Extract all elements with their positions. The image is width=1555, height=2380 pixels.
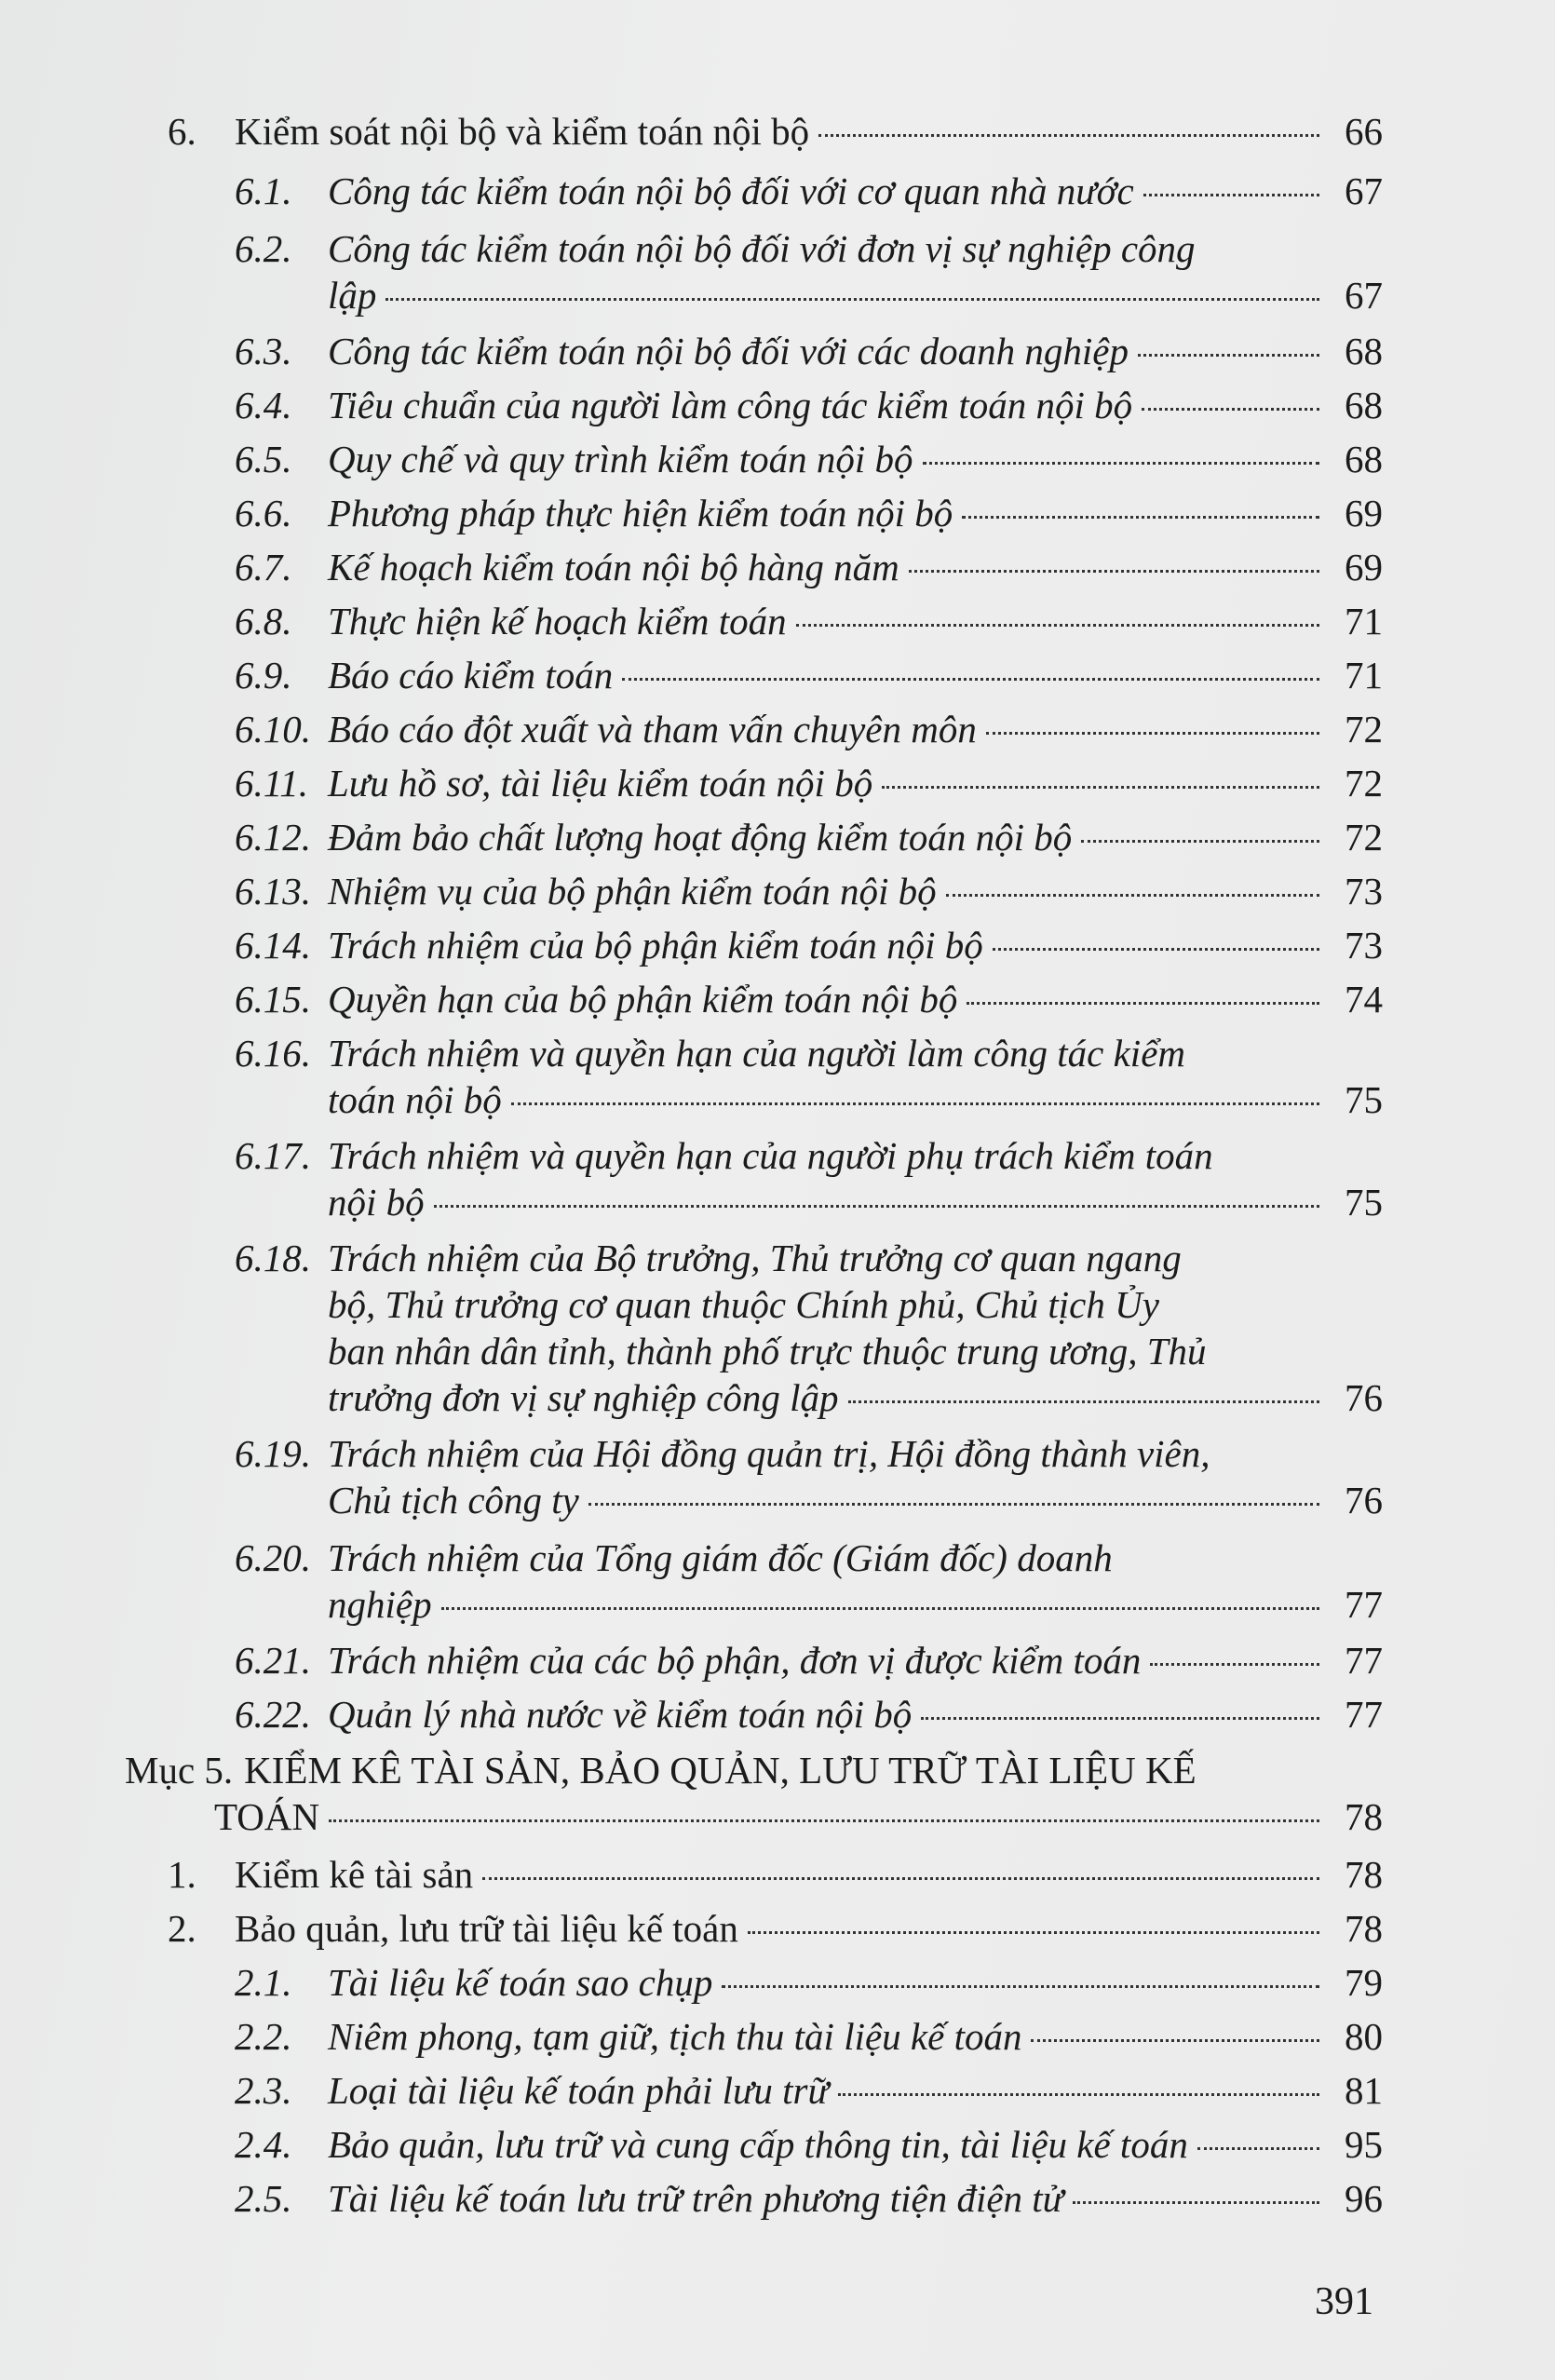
toc-number: 6.20. (235, 1536, 311, 1579)
toc-title: Thực hiện kế hoạch kiểm toán (328, 600, 787, 642)
toc-entry (235, 382, 1383, 428)
toc-title-continued: ban nhân dân tỉnh, thành phố trực thuộc trung ương, Thủ (328, 1330, 1207, 1373)
toc-number: 2.1. (235, 1961, 292, 2004)
toc-number: 6.1. (235, 169, 292, 212)
toc-title: Kế hoạch kiểm toán nội bộ hàng năm (328, 546, 899, 588)
toc-entry (235, 922, 1383, 968)
toc-page: 67 (1345, 274, 1383, 317)
toc-number: 6.15. (235, 978, 311, 1021)
toc-title: Trách nhiệm và quyền hạn của người làm công tác kiểm (328, 1032, 1185, 1075)
dot-leader (923, 462, 1319, 465)
toc-entry (235, 598, 1383, 644)
dot-leader (748, 1931, 1319, 1934)
toc-page: 77 (1345, 1639, 1383, 1682)
toc-page: 77 (1345, 1693, 1383, 1736)
toc-page: 72 (1345, 762, 1383, 805)
toc-number: 6.3. (235, 330, 292, 372)
toc-entry (235, 2013, 1383, 2060)
toc-page: 78 (1345, 1853, 1383, 1896)
dot-leader (329, 1819, 1319, 1822)
dot-leader (1143, 194, 1319, 196)
toc-number: 6.12. (235, 816, 311, 859)
toc-title-continued: lập (328, 274, 377, 317)
dot-leader (722, 1985, 1319, 1988)
toc-number: 6.7. (235, 546, 292, 588)
toc-page: 77 (1345, 1583, 1383, 1626)
toc-title: Trách nhiệm của Hội đồng quản trị, Hội đồng thành viên, (328, 1432, 1210, 1475)
toc-entry (235, 1535, 1383, 1628)
toc-title: Trách nhiệm của bộ phận kiểm toán nội bộ (328, 924, 983, 967)
toc-page: 79 (1345, 1961, 1383, 2004)
dot-leader (838, 2093, 1319, 2096)
page-number: 391 (1315, 2280, 1373, 2323)
toc-title: Trách nhiệm của các bộ phận, đơn vị được kiểm toán (328, 1639, 1142, 1682)
toc-entry (235, 1430, 1383, 1523)
toc-number: 2.2. (235, 2015, 292, 2058)
toc-section-title: KIỂM KÊ TÀI SẢN, BẢO QUẢN, LƯU TRỮ TÀI LIỆU KẾ (244, 1749, 1197, 1792)
toc-title-continued: nghiệp (328, 1583, 432, 1626)
toc-number: 6.16. (235, 1032, 311, 1075)
toc-entry (168, 1851, 1383, 1898)
toc-entry (235, 490, 1383, 536)
dot-leader (967, 1002, 1319, 1005)
dot-leader (921, 1717, 1319, 1720)
toc-title: Đảm bảo chất lượng hoạt động kiểm toán nội bộ (328, 816, 1073, 859)
toc-page: 95 (1345, 2123, 1383, 2166)
toc-number: 6.9. (235, 654, 292, 696)
toc-page: 71 (1345, 654, 1383, 696)
toc-page: 76 (1345, 1376, 1383, 1419)
toc-entry (235, 2121, 1383, 2168)
toc-number: 6.6. (235, 492, 292, 534)
toc-number: 6.5. (235, 438, 292, 480)
toc-title: Lưu hồ sơ, tài liệu kiểm toán nội bộ (328, 762, 873, 805)
toc-page: 69 (1345, 492, 1383, 534)
dot-leader (818, 134, 1319, 137)
dot-leader (848, 1400, 1319, 1403)
toc-page: 68 (1345, 330, 1383, 372)
toc-number: 1. (168, 1853, 196, 1896)
toc-title: Niêm phong, tạm giữ, tịch thu tài liệu kế toán (328, 2015, 1022, 2058)
dot-leader (1081, 840, 1319, 843)
toc-page: 69 (1345, 546, 1383, 588)
toc-page: 78 (1345, 1907, 1383, 1950)
toc-entry (235, 225, 1383, 318)
toc-title-continued: Chủ tịch công ty (328, 1479, 579, 1521)
toc-title: Quy chế và quy trình kiểm toán nội bộ (328, 438, 913, 480)
toc-entry (235, 1030, 1383, 1123)
toc-page: 75 (1345, 1078, 1383, 1121)
toc-entry (235, 2175, 1383, 2222)
toc-title: Báo cáo kiểm toán (328, 654, 614, 696)
dot-leader (993, 948, 1319, 951)
toc-page: 68 (1345, 438, 1383, 480)
toc-number: 6.8. (235, 600, 292, 642)
toc-page: 68 (1345, 384, 1383, 426)
toc-title: Trách nhiệm và quyền hạn của người phụ trách kiểm toán (328, 1134, 1213, 1177)
toc-title-continued: TOÁN (214, 1795, 320, 1838)
toc-title: Báo cáo đột xuất và tham vấn chuyên môn (328, 708, 977, 751)
toc-number: 6.10. (235, 708, 311, 751)
toc-page: 74 (1345, 978, 1383, 1021)
toc-page: 81 (1345, 2069, 1383, 2112)
toc-page: 72 (1345, 816, 1383, 859)
toc-number: 6.19. (235, 1432, 311, 1475)
toc-title: Nhiệm vụ của bộ phận kiểm toán nội bộ (328, 870, 937, 913)
toc-title: Bảo quản, lưu trữ và cung cấp thông tin, tài liệu kế toán (328, 2123, 1188, 2166)
dot-leader (441, 1607, 1319, 1610)
toc-title: Kiểm soát nội bộ và kiểm toán nội bộ (235, 110, 810, 153)
toc-entry (235, 168, 1383, 214)
toc-page: 75 (1345, 1181, 1383, 1224)
toc-entry (235, 436, 1383, 482)
toc-number: 6.14. (235, 924, 311, 967)
toc-title-continued: nội bộ (328, 1181, 425, 1224)
toc-entry (235, 544, 1383, 590)
toc-section-heading (125, 1747, 1383, 1840)
toc-page: 78 (1345, 1795, 1383, 1838)
dot-leader (1073, 2201, 1319, 2204)
toc-number: 6.4. (235, 384, 292, 426)
toc-number: 2.3. (235, 2069, 292, 2112)
dot-leader (1031, 2039, 1319, 2042)
toc-number: 2.4. (235, 2123, 292, 2166)
toc-page: 76 (1345, 1479, 1383, 1521)
dot-leader (482, 1877, 1319, 1880)
toc-title-continued: toán nội bộ (328, 1078, 502, 1121)
dot-leader (385, 298, 1319, 301)
dot-leader (946, 894, 1319, 897)
toc-title: Quản lý nhà nước về kiểm toán nội bộ (328, 1693, 913, 1736)
dot-leader (1150, 1663, 1319, 1666)
toc-entry (168, 1905, 1383, 1952)
dot-leader (962, 516, 1319, 519)
toc-entry (235, 2067, 1383, 2114)
toc-number: 2.5. (235, 2177, 292, 2220)
toc-title-continued: bộ, Thủ trưởng cơ quan thuộc Chính phủ, Chủ tịch Ủy (328, 1283, 1159, 1326)
toc-section-number: Mục 5. (125, 1749, 234, 1792)
toc-number: 6.2. (235, 227, 292, 270)
dot-leader (1138, 354, 1319, 357)
toc-number: 6.13. (235, 870, 311, 913)
toc-number: 6.17. (235, 1134, 311, 1177)
toc-entry (235, 328, 1383, 374)
toc-number: 6.11. (235, 762, 308, 805)
toc-page: 71 (1345, 600, 1383, 642)
toc-title: Phương pháp thực hiện kiểm toán nội bộ (328, 492, 953, 534)
dot-leader (909, 570, 1319, 573)
dot-leader (986, 732, 1319, 735)
toc-number: 6.18. (235, 1237, 311, 1279)
dot-leader (1197, 2147, 1319, 2150)
toc-page: 72 (1345, 708, 1383, 751)
dot-leader (622, 678, 1319, 681)
toc-title: Trách nhiệm của Tổng giám đốc (Giám đốc) doanh (328, 1536, 1113, 1579)
dot-leader (434, 1205, 1319, 1208)
toc-number: 6.22. (235, 1693, 311, 1736)
toc-entry (235, 652, 1383, 698)
dot-leader (511, 1102, 1319, 1105)
toc-entry (235, 976, 1383, 1022)
toc-entry (235, 1959, 1383, 2006)
toc-page: 67 (1345, 169, 1383, 212)
toc-entry (235, 1691, 1383, 1738)
toc-title: Loại tài liệu kế toán phải lưu trữ (328, 2069, 829, 2112)
toc-title: Tài liệu kế toán sao chụp (328, 1961, 713, 2004)
toc-title: Tài liệu kế toán lưu trữ trên phương tiện điện tử (328, 2177, 1064, 2220)
toc-page: 96 (1345, 2177, 1383, 2220)
toc-title: Tiêu chuẩn của người làm công tác kiểm toán nội bộ (328, 384, 1133, 426)
toc-number: 6. (168, 110, 196, 153)
toc-title: Kiểm kê tài sản (235, 1853, 474, 1896)
dot-leader (588, 1503, 1319, 1506)
toc-entry (235, 868, 1383, 914)
toc-page: 66 (1345, 110, 1383, 153)
bleed-through-marks (1415, 0, 1555, 2380)
toc-number: 2. (168, 1907, 196, 1950)
toc-page: 80 (1345, 2015, 1383, 2058)
toc-title: Công tác kiểm toán nội bộ đối với cơ quan nhà nước (328, 169, 1134, 212)
toc-entry (235, 1132, 1383, 1225)
toc-title: Công tác kiểm toán nội bộ đối với đơn vị sự nghiệp công (328, 227, 1196, 270)
toc-title: Bảo quản, lưu trữ tài liệu kế toán (235, 1907, 738, 1950)
toc-entry (235, 1235, 1383, 1421)
toc-entry (235, 760, 1383, 806)
toc-page: 73 (1345, 924, 1383, 967)
toc-page: 73 (1345, 870, 1383, 913)
toc-entry (235, 706, 1383, 752)
dot-leader (882, 786, 1319, 789)
toc-entry (235, 1637, 1383, 1684)
dot-leader (1142, 408, 1319, 411)
toc-number: 6.21. (235, 1639, 311, 1682)
toc-title: Công tác kiểm toán nội bộ đối với các doanh nghiệp (328, 330, 1129, 372)
dot-leader (796, 624, 1319, 627)
toc-entry (235, 814, 1383, 860)
toc-entry (168, 108, 1383, 155)
toc-title-continued: trưởng đơn vị sự nghiệp công lập (328, 1376, 839, 1419)
toc-title: Quyền hạn của bộ phận kiểm toán nội bộ (328, 978, 958, 1021)
toc-title: Trách nhiệm của Bộ trưởng, Thủ trưởng cơ quan ngang (328, 1237, 1182, 1279)
